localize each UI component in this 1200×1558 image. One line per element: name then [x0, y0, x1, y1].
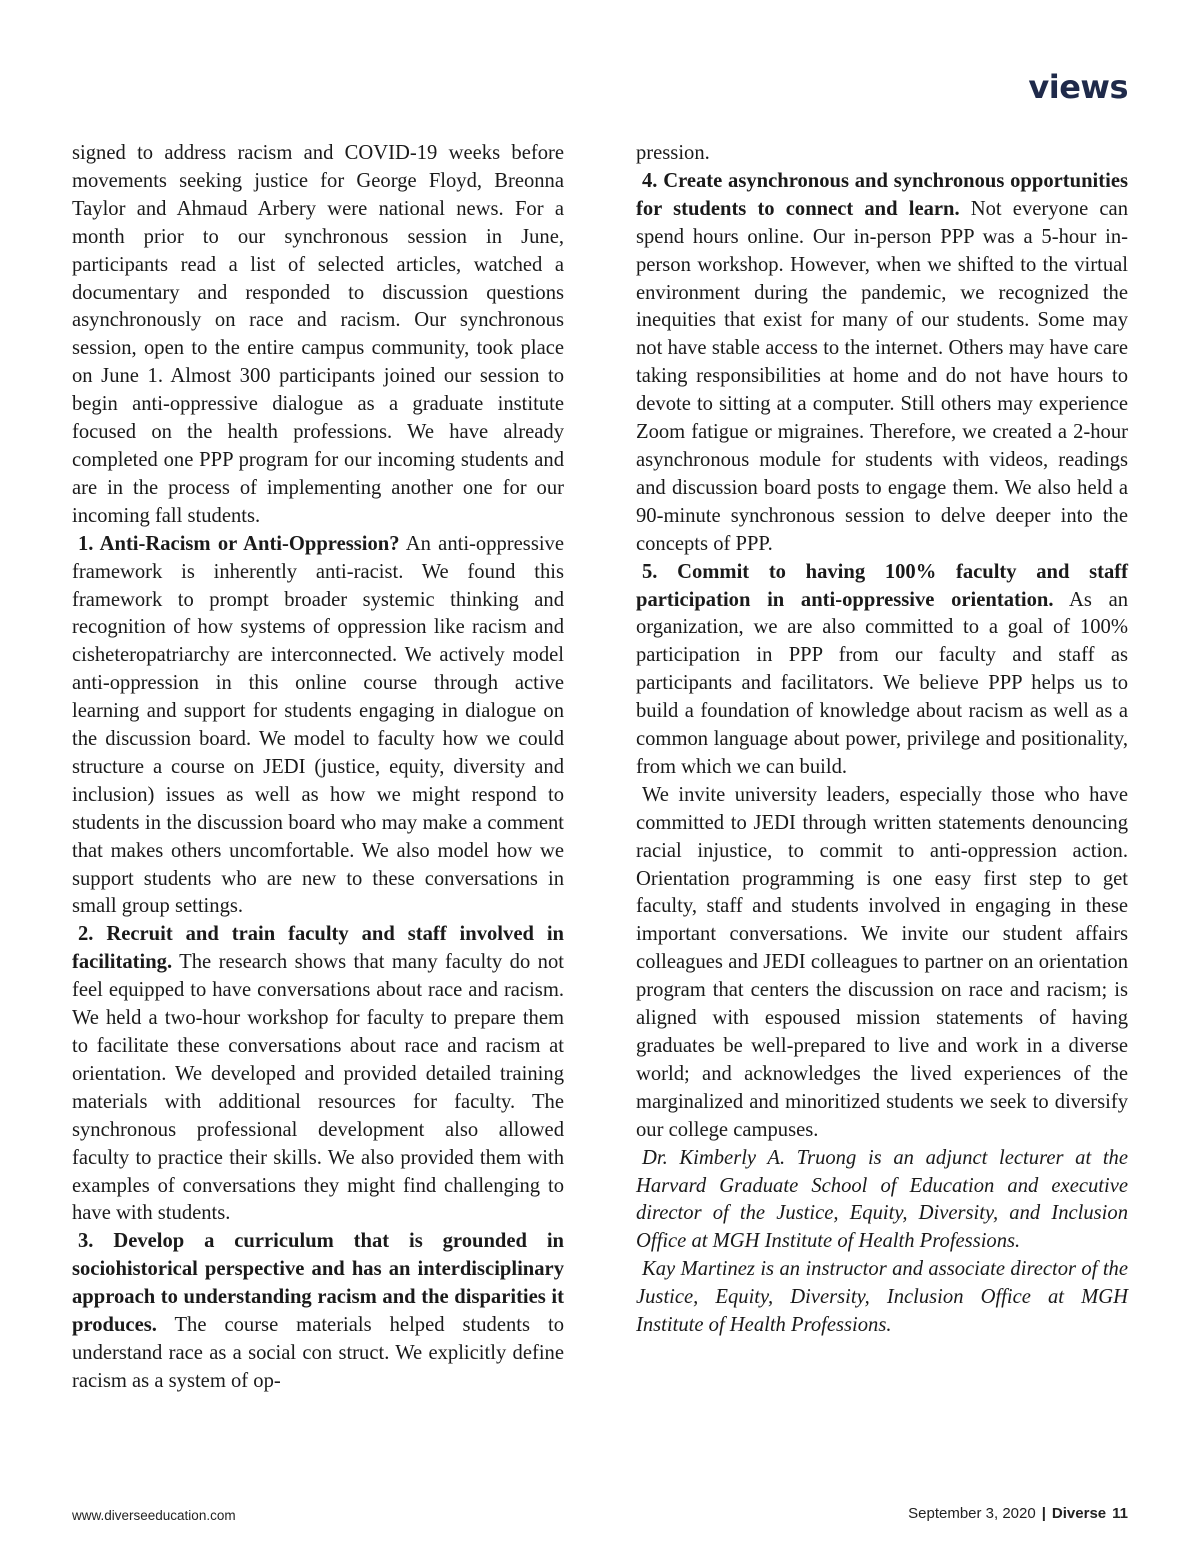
section-label: views	[1028, 68, 1128, 106]
paragraph	[636, 140, 1128, 168]
folio-separator: |	[1041, 1505, 1046, 1522]
paragraph-text: The course materials helped students to understand race as a social con struct. We explicitly define racism as a system of op-	[72, 1314, 564, 1392]
paragraph-heading: 5. Commit to having 100% faculty and staff participation in anti-oppressive orientation.	[636, 560, 1128, 611]
author-bio	[636, 1256, 1128, 1340]
paragraph-heading: 1. Anti-Racism or Anti-Oppression?	[78, 532, 400, 555]
author-bio-text: Dr. Kimberly A. Truong is an adjunct lecturer at the Harvard Graduate School of Education and executive director of the Justice, Equity, Diversity, and Inclusion Office at MGH Institute of Health Professions.	[636, 1146, 1128, 1253]
paragraph	[636, 559, 1128, 782]
paragraph-text: The research shows that many faculty do not feel equipped to have conversations about race and racism. We held a two-hour workshop for faculty to prepare them to facilitate these conversations about race and racism at orientation. We developed and provided detailed training materials with additional resources for faculty. The synchronous professional development also allowed faculty to practice their skills. We also provided them with examples of conversations they might find challenging to have with students.	[72, 951, 564, 1225]
paragraph-text: pression.	[636, 142, 710, 164]
issue-date: September 3, 2020	[908, 1505, 1036, 1522]
paragraph-heading: 4. Create asynchronous and synchronous opportunities for students to connect and learn.	[636, 169, 1128, 220]
paragraph	[636, 782, 1128, 1145]
paragraph	[72, 140, 564, 531]
paragraph-heading: 2. Recruit and train faculty and staff involved in facilitating.	[72, 923, 564, 974]
footer-folio	[908, 1505, 1128, 1522]
paragraph	[72, 531, 564, 922]
paragraph-text: signed to address racism and COVID-19 weeks before movements seeking justice for George Floyd, Breonna Taylor and Ahmaud Arbery were national news. For a month prior to our synchronous session in June, participants read a list of selected articles, watched a documentary and responded to discussion questions asynchronously on race and racism. Our synchronous session, open to the entire campus community, took place on June 1. Almost 300 participants joined our session to begin anti-oppressive dialogue as a graduate institute focused on the health professions. We have already completed one PPP program for our incoming students and are in the process of implementing another one for our incoming fall students.	[72, 142, 564, 527]
paragraph	[72, 1228, 564, 1395]
author-bio	[636, 1145, 1128, 1257]
paragraph-text: Not everyone can spend hours online. Our in-person PPP was a 5-hour in-person workshop. However, when we shifted to the virtual environment during the pandemic, we recognized the inequities that exist for many of our students. Some may not have stable access to the internet. Others may have care taking responsibilities at home and do not have hours to devote to sitting at a computer. Still others may experience Zoom fatigue or migraines. Therefore, we created a 2-hour asynchronous module for students with videos, readings and discussion board posts to engage them. We also held a 90-minute synchronous session to delve deeper into the concepts of PPP.	[636, 197, 1128, 555]
paragraph-text: As an organization, we are also committed to a goal of 100% participation in PPP from our faculty and staff as participants and facilitators. We believe PPP helps us to build a foundation of knowledge about racism as well as a common language about power, privilege and positionality, from which we can build.	[636, 588, 1129, 778]
magazine-name: Diverse	[1051, 1505, 1107, 1522]
page-number: 11	[1112, 1505, 1128, 1522]
paragraph-text: An anti-oppressive framework is inherently anti-racist. We found this framework to prompt broader systemic thinking and recognition of how systems of oppression like racism and cisheteropatriarchy are interconnected. We actively model anti-oppression in this online course through active learning and support for students engaging in dialogue on the discussion board. We model to faculty how we could structure a course on JEDI (justice, equity, diversity and inclusion) issues as well as how we might respond to students in the discussion board who may make a comment that makes others uncomfortable. We also model how we support students who are new to these conversations in small group settings.	[72, 532, 564, 918]
paragraph-text: We invite university leaders, especially those who have committed to JEDI through written statements denouncing racial injustice, to commit to anti-oppression action. Orientation programming is one easy first step to get faculty, staff and students involved in engaging in these important conversations. We invite our student affairs colleagues and JEDI colleagues to partner on an orientation program that centers the discussion on race and racism; is aligned with espoused mission statements of having graduates be well-prepared to live and work in a diverse world; and acknowledges the lived experiences of the marginalized and minoritized students we seek to diversify our college campuses.	[636, 783, 1128, 1141]
footer-url[interactable]: www.diverseeducation.com	[72, 1508, 236, 1523]
paragraph	[636, 168, 1128, 559]
article-column-left	[72, 140, 564, 1396]
paragraph-heading: 3. Develop a curriculum that is grounded in sociohistorical perspective and has an interdisciplinary approach to understanding racism and the disparities it produces.	[72, 1230, 564, 1337]
author-bio-text: Kay Martinez is an instructor and associate director of the Justice, Equity, Diversity, Inclusion Office at MGH Institute of Health Professions.	[636, 1258, 1128, 1337]
article-column-right	[636, 140, 1128, 1340]
paragraph	[72, 921, 564, 1228]
